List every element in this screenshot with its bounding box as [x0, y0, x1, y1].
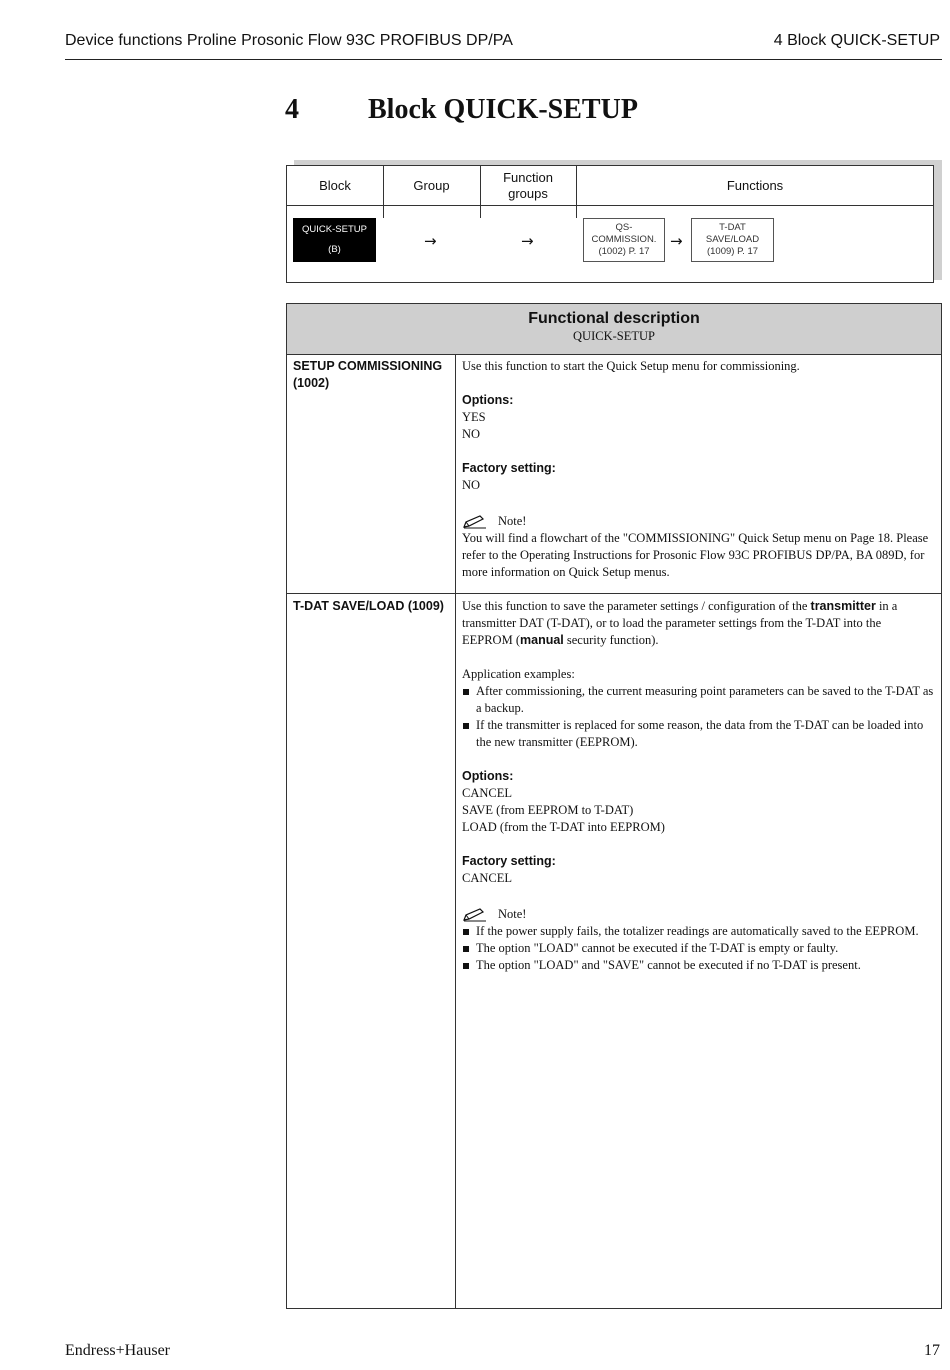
- divider: [455, 354, 456, 1308]
- arrow-icon: →: [670, 232, 683, 250]
- factory-setting-heading: Factory setting:: [462, 854, 556, 868]
- list-item: After commissioning, the current measuring point parameters can be saved to the T-DAT as a backup.: [462, 683, 934, 717]
- list-item: If the transmitter is replaced for some reason, the data from the T-DAT can be loaded into the new transmitter (EEPROM).: [462, 717, 934, 751]
- note-list: [462, 923, 934, 974]
- factory-setting-value: CANCEL: [462, 871, 512, 885]
- block-name: QUICK-SETUP: [302, 224, 367, 235]
- arrow-icon: →: [521, 232, 534, 250]
- table-header: [287, 304, 941, 355]
- footer-brand: Endress+Hauser: [65, 1342, 170, 1359]
- header-block: Block: [319, 178, 351, 193]
- note-label: Note!: [498, 907, 527, 921]
- option-value: NO: [462, 427, 481, 441]
- header-rule: [65, 59, 942, 60]
- function-line: (1002) P. 17: [598, 246, 650, 257]
- row-description-setup-commissioning: [462, 358, 934, 581]
- functional-description-table: [286, 303, 942, 1309]
- option-value: SAVE (from EEPROM to T-DAT): [462, 803, 634, 817]
- divider: [480, 166, 481, 218]
- application-list: [462, 683, 934, 751]
- function-qs-commission[interactable]: [583, 218, 665, 262]
- overview-table: [286, 165, 934, 283]
- divider: [287, 593, 941, 594]
- header-functions: Functions: [726, 178, 784, 193]
- running-header-left: Device functions Proline Prosonic Flow 93C PROFIBUS DP/PA: [65, 32, 513, 49]
- description-text: Use this function to save the parameter settings / configuration of the transmitter in a transmitter DAT (T-DAT), or to load the parameter settings from the T-DAT into the EEPROM (manual security function).: [462, 599, 898, 647]
- option-value: CANCEL: [462, 786, 512, 800]
- description-text: Use this function to start the Quick Setup menu for commissioning.: [462, 359, 800, 373]
- divider: [576, 166, 577, 218]
- row-description-t-dat-save-load: [462, 598, 934, 974]
- note-text: You will find a flowchart of the "COMMISSIONING" Quick Setup menu on Page 18. Please refer to the Operating Instructions for Prosonic Flow 93C PROFIBUS DP/PA, BA 089D, for more information on Quick Setup menus.: [462, 531, 929, 579]
- options-heading: Options:: [462, 393, 514, 407]
- block-quick-setup[interactable]: [293, 218, 376, 262]
- arrow-icon: →: [424, 232, 437, 250]
- divider: [383, 166, 384, 218]
- options-heading: Options:: [462, 769, 514, 783]
- header-function-groups: Function groups: [503, 170, 553, 201]
- page-number: 17: [924, 1342, 940, 1359]
- chapter-title: Block QUICK-SETUP: [368, 94, 638, 125]
- note-label: Note!: [498, 514, 527, 528]
- block-code: (B): [328, 244, 341, 255]
- option-value: LOAD (from the T-DAT into EEPROM): [462, 820, 665, 834]
- table-title: Functional description: [528, 310, 700, 327]
- function-line: QS-: [615, 222, 633, 233]
- factory-setting-value: NO: [462, 478, 481, 492]
- divider: [287, 205, 933, 206]
- list-item: If the power supply fails, the totalizer readings are automatically saved to the EEPROM.: [462, 923, 934, 940]
- option-value: YES: [462, 410, 486, 424]
- function-line: SAVE/LOAD: [705, 234, 760, 245]
- running-header-right: 4 Block QUICK-SETUP: [773, 32, 940, 49]
- pencil-icon: [462, 908, 488, 922]
- table-subtitle: QUICK-SETUP: [573, 329, 655, 343]
- application-heading: Application examples:: [462, 667, 575, 681]
- list-item: The option "LOAD" and "SAVE" cannot be executed if no T-DAT is present.: [462, 957, 934, 974]
- function-line: COMMISSION.: [591, 234, 657, 245]
- function-line: (1009) P. 17: [706, 246, 759, 257]
- row-label-t-dat-save-load: T-DAT SAVE/LOAD (1009): [293, 599, 444, 613]
- function-line: T-DAT: [719, 222, 746, 233]
- note: [462, 906, 934, 923]
- chapter-number: 4: [285, 94, 299, 125]
- list-item: The option "LOAD" cannot be executed if the T-DAT is empty or faulty.: [462, 940, 934, 957]
- factory-setting-heading: Factory setting:: [462, 461, 556, 475]
- pencil-icon: [462, 515, 488, 529]
- header-group: Group: [413, 178, 450, 193]
- function-t-dat-save-load[interactable]: [691, 218, 774, 262]
- note: [462, 513, 934, 530]
- row-label-setup-commissioning: SETUP COMMISSIONING (1002): [293, 359, 443, 390]
